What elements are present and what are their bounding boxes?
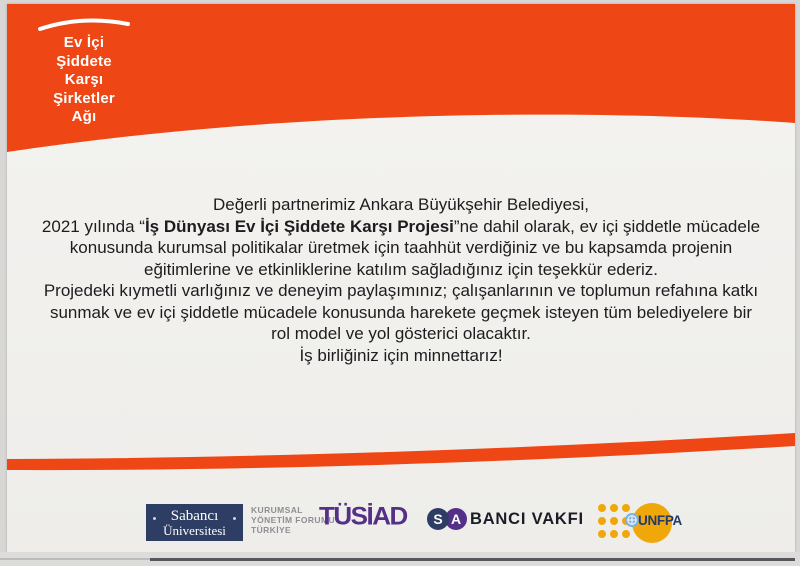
divider-orange-swoosh: [7, 429, 795, 479]
letter-body: [41, 194, 761, 366]
logo-unfpa: [598, 500, 688, 548]
unfpa-wordmark: UNFPA: [638, 513, 682, 528]
greeting-line: Değerli partnerimiz Ankara Büyükşehir Belediyesi,: [212, 195, 590, 214]
forum-line: KURUMSAL: [251, 505, 303, 515]
paragraph-project-suffix: ”ne dahil olarak, ev içi şiddetle mücadele konusunda kurumsal politikalar üretmek için taahhüt verdiğiniz ve bu kapsamda projenin eğitimlerine ve etkinliklerine katılım sağladığınız için teşekkür ederiz.: [69, 216, 761, 279]
paragraph-project-prefix: 2021 yılında “: [41, 216, 145, 236]
logo-sabanci-vakfi: [427, 508, 584, 530]
brand-badge: [29, 12, 139, 127]
brand-line: Ev İçi: [63, 34, 105, 51]
sabanci-university-line1: Sabancı: [146, 508, 243, 524]
swoosh-arc-icon: [36, 12, 132, 34]
paragraph-project: [41, 216, 761, 281]
un-globe-icon: [625, 513, 639, 527]
brand-line: Karşı: [64, 71, 104, 88]
sabanci-university-line2: Üniversitesi: [163, 522, 226, 538]
scan-edge-line-dark: [150, 558, 795, 561]
logo-tusiad: TÜSİAD: [319, 501, 407, 531]
forum-line: TÜRKİYE: [251, 524, 292, 535]
sabanci-vakfi-a-circle: A: [445, 508, 467, 530]
footer-logos: [7, 496, 795, 552]
brand-line: Şiddete: [56, 52, 112, 70]
letter-paper: [7, 4, 795, 552]
logo-sabanci-university: [146, 504, 243, 541]
brand-line: Şirketler: [53, 89, 115, 107]
sabanci-vakfi-s-circle: S: [427, 508, 449, 530]
closing-line: İş birliğiniz için minnettarız!: [299, 345, 503, 365]
paragraph-impact: Projedeki kıymetli varlığınız ve deneyim paylaşımınız; çalışanlarının ve toplumun refahına katkı sunmak ve ev içi şiddetle mücadele konusunda harekete geçmek isteyen tüm belediyelere bir rol model ve yol gösterici olacaktır.: [43, 281, 759, 343]
sabanci-vakfi-wordmark: BANCI VAKFI: [470, 509, 584, 528]
forum-line: YÖNETİM FORUMU: [251, 514, 335, 525]
scan-edge-line-light: [0, 558, 150, 560]
project-title-bold: İş Dünyası Ev İçi Şiddete Karşı Projesi: [144, 216, 454, 236]
brand-line: Ağı: [71, 108, 97, 125]
